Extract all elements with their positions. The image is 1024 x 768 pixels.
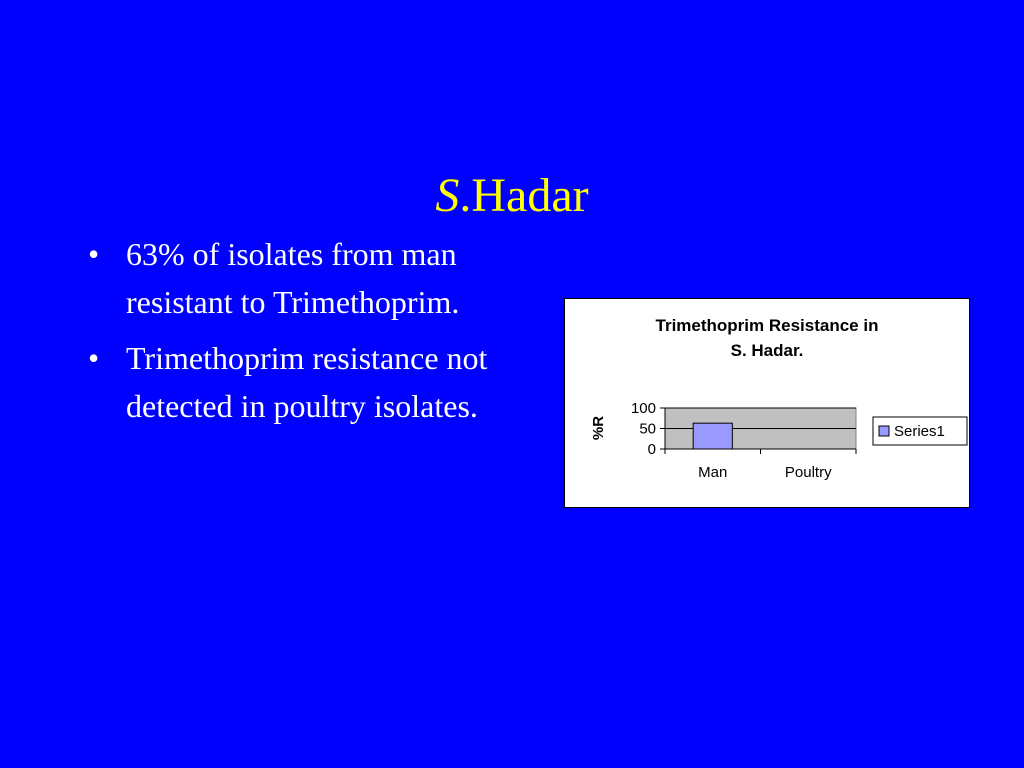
y-axis-label: %R <box>590 415 607 441</box>
slide-title <box>0 160 1024 232</box>
legend-label: Series1 <box>894 423 945 440</box>
y-tick-label: 50 <box>639 420 656 438</box>
bullet-item: • 63% of isolates from man resistant to Trimethoprim. <box>88 230 508 326</box>
y-tick-label: 0 <box>647 441 656 458</box>
chart-container <box>564 298 970 508</box>
bullet-list <box>88 230 508 438</box>
chart-title-line-2: S. Hadar. <box>730 341 804 360</box>
bullet-item: • Trimethoprim resistance not detected in poultry isolates. <box>88 334 508 430</box>
y-tick-label: 100 <box>630 400 656 417</box>
legend <box>873 417 967 445</box>
y-tick-labels <box>631 400 656 458</box>
slide-title-italic: S <box>435 169 460 222</box>
bars <box>693 423 732 449</box>
x-tick-label: Poultry <box>784 464 832 481</box>
x-tick-labels <box>698 464 832 481</box>
chart-title-line-1: Trimethoprim Resistance in <box>655 316 879 335</box>
x-tick-label: Man <box>698 464 728 481</box>
chart-svg <box>565 299 969 507</box>
slide-title-rest: .Hadar <box>459 169 589 222</box>
bar-man <box>693 423 732 449</box>
legend-swatch <box>879 426 889 436</box>
